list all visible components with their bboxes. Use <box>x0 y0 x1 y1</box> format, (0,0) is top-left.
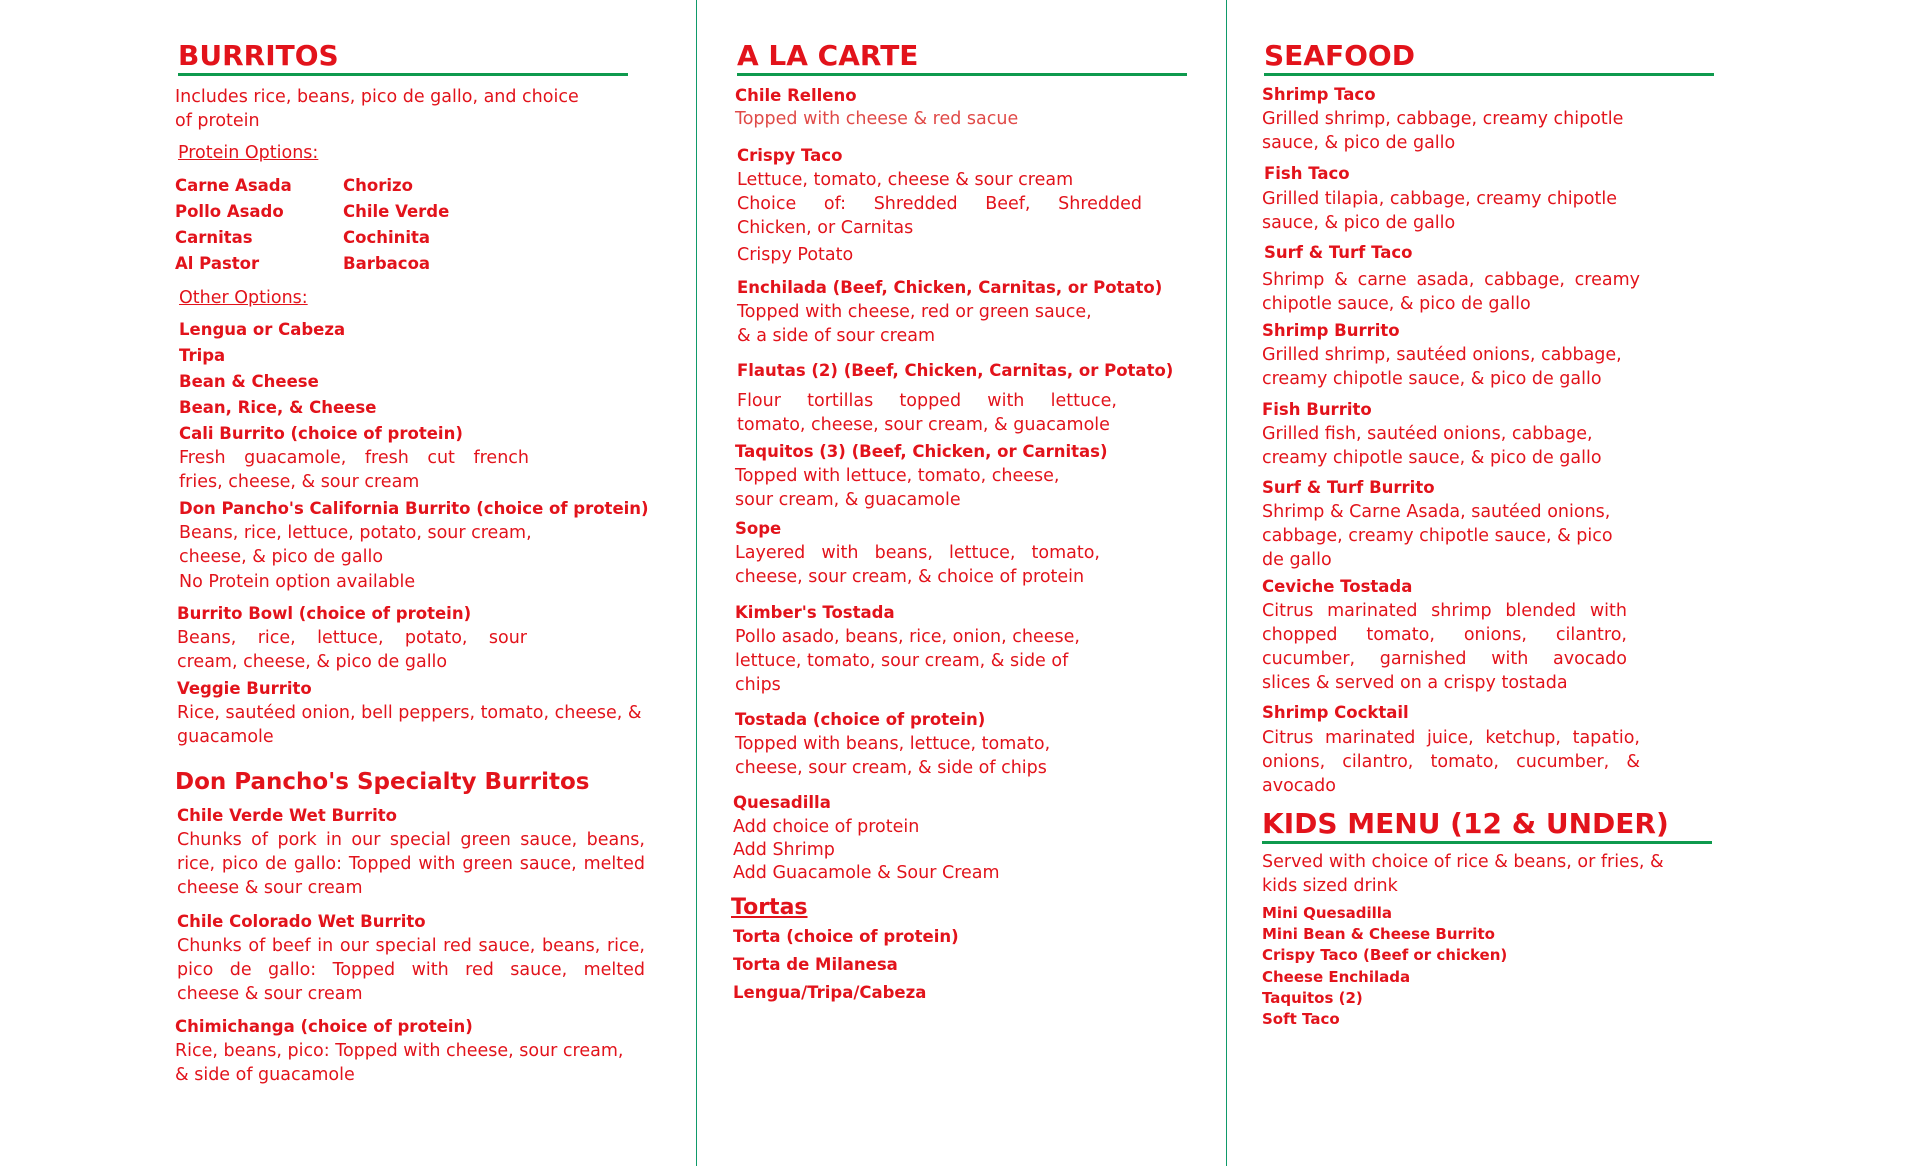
chile-colorado-wet-desc-3: cheese & sour cream <box>177 984 363 1004</box>
kimbers-tostada-desc-2: lettuce, tomato, sour cream, & side of <box>735 651 1069 671</box>
other-tripa: Tripa <box>179 346 226 365</box>
burrito-bowl-desc-1: Beans, rice, lettuce, potato, sour <box>177 628 527 648</box>
taquitos-desc-1: Topped with lettuce, tomato, cheese, <box>735 466 1060 486</box>
seafood-title: SEAFOOD <box>1264 39 1415 72</box>
chile-verde-wet-name: Chile Verde Wet Burrito <box>177 806 397 825</box>
shrimp-cocktail-desc-2: onions, cilantro, tomato, cucumber, & <box>1262 752 1640 772</box>
dp-california-desc-1: Beans, rice, lettuce, potato, sour cream, <box>179 523 532 543</box>
ceviche-tostada-name: Ceviche Tostada <box>1262 577 1413 596</box>
kids-menu-underline <box>1262 841 1712 844</box>
shrimp-taco-desc-1: Grilled shrimp, cabbage, creamy chipotle <box>1262 109 1624 129</box>
shrimp-burrito-desc-2: creamy chipotle sauce, & pico de gallo <box>1262 369 1602 389</box>
kids-cheese-enchilada: Cheese Enchilada <box>1262 968 1411 986</box>
shrimp-cocktail-desc-1: Citrus marinated juice, ketchup, tapatio, <box>1262 728 1640 748</box>
quesadilla-add-protein: Add choice of protein <box>733 817 920 837</box>
kids-taquitos: Taquitos (2) <box>1262 989 1363 1007</box>
chile-verde-wet-desc-3: cheese & sour cream <box>177 878 363 898</box>
protein-carnitas: Carnitas <box>175 228 253 247</box>
torta-milanesa: Torta de Milanesa <box>733 955 898 974</box>
enchilada-desc-1: Topped with cheese, red or green sauce, <box>737 302 1092 322</box>
quesadilla-add-shrimp: Add Shrimp <box>733 840 835 860</box>
divider-left <box>696 0 697 1166</box>
taquitos-desc-2: sour cream, & guacamole <box>735 490 961 510</box>
chile-verde-wet-desc-1: Chunks of pork in our special green sauce, beans, <box>177 830 645 850</box>
protein-options-heading: Protein Options: <box>178 143 319 163</box>
protein-chorizo: Chorizo <box>343 176 413 195</box>
crispy-taco-name: Crispy Taco <box>737 146 843 165</box>
specialty-title: Don Pancho's Specialty Burritos <box>175 769 590 795</box>
flautas-desc-2: tomato, cheese, sour cream, & guacamole <box>737 415 1110 435</box>
other-bean-cheese: Bean & Cheese <box>179 372 319 391</box>
chimichanga-desc-2: & side of guacamole <box>175 1065 355 1085</box>
torta-protein: Torta (choice of protein) <box>733 927 959 946</box>
shrimp-taco-desc-2: sauce, & pico de gallo <box>1262 133 1456 153</box>
kimbers-tostada-name: Kimber's Tostada <box>735 603 895 622</box>
chile-relleno-name: Chile Relleno <box>735 86 857 105</box>
kids-crispy-taco: Crispy Taco (Beef or chicken) <box>1262 946 1508 964</box>
chile-verde-wet-desc-2: rice, pico de gallo: Topped with green sauce, melted <box>177 854 645 874</box>
tortas-title: Tortas <box>731 895 808 920</box>
kids-mini-bean-cheese-burrito: Mini Bean & Cheese Burrito <box>1262 925 1495 943</box>
crispy-taco-desc-1: Lettuce, tomato, cheese & sour cream <box>737 170 1074 190</box>
sope-name: Sope <box>735 519 782 538</box>
kids-menu-title: KIDS MENU (12 & UNDER) <box>1262 807 1669 840</box>
fish-taco-desc-2: sauce, & pico de gallo <box>1262 213 1456 233</box>
fish-taco-name: Fish Taco <box>1264 164 1350 183</box>
other-options-heading: Other Options: <box>179 288 308 308</box>
cali-burrito-desc-1: Fresh guacamole, fresh cut french <box>179 448 529 468</box>
chile-colorado-wet-desc-2: pico de gallo: Topped with red sauce, melted <box>177 960 645 980</box>
fish-burrito-name: Fish Burrito <box>1262 400 1372 419</box>
surf-turf-taco-desc-1: Shrimp & carne asada, cabbage, creamy <box>1262 270 1640 290</box>
chimichanga-desc-1: Rice, beans, pico: Topped with cheese, sour cream, <box>175 1041 624 1061</box>
cali-burrito-desc-2: fries, cheese, & sour cream <box>179 472 420 492</box>
surf-turf-burrito-name: Surf & Turf Burrito <box>1262 478 1435 497</box>
other-lengua-cabeza: Lengua or Cabeza <box>179 320 346 339</box>
burrito-bowl-name: Burrito Bowl (choice of protein) <box>177 604 472 623</box>
divider-right <box>1226 0 1227 1166</box>
tostada-desc-2: cheese, sour cream, & side of chips <box>735 758 1047 778</box>
burritos-intro-1: Includes rice, beans, pico de gallo, and choice <box>175 87 579 107</box>
kids-mini-quesadilla: Mini Quesadilla <box>1262 904 1393 922</box>
shrimp-burrito-name: Shrimp Burrito <box>1262 321 1400 340</box>
veggie-burrito-desc-1: Rice, sautéed onion, bell peppers, tomato, cheese, & <box>177 703 642 723</box>
a-la-carte-title: A LA CARTE <box>737 39 919 72</box>
crispy-taco-desc-3: Chicken, or Carnitas <box>737 218 914 238</box>
ceviche-tostada-desc-4: slices & served on a crispy tostada <box>1262 673 1568 693</box>
shrimp-cocktail-desc-3: avocado <box>1262 776 1336 796</box>
tostada-name: Tostada (choice of protein) <box>735 710 986 729</box>
tostada-desc-1: Topped with beans, lettuce, tomato, <box>735 734 1051 754</box>
enchilada-name: Enchilada (Beef, Chicken, Carnitas, or Potato) <box>737 278 1163 297</box>
torta-lengua-tripa-cabeza: Lengua/Tripa/Cabeza <box>733 983 927 1002</box>
kimbers-tostada-desc-3: chips <box>735 675 781 695</box>
dp-california-desc-2: cheese, & pico de gallo <box>179 547 384 567</box>
chimichanga-name: Chimichanga (choice of protein) <box>175 1017 473 1036</box>
fish-burrito-desc-2: creamy chipotle sauce, & pico de gallo <box>1262 448 1602 468</box>
quesadilla-add-guac: Add Guacamole & Sour Cream <box>733 863 1000 883</box>
burritos-intro-2: of protein <box>175 111 260 131</box>
dp-california-name: Don Pancho's California Burrito (choice of protein) <box>179 499 649 518</box>
sope-desc-1: Layered with beans, lettuce, tomato, <box>735 543 1100 563</box>
quesadilla-name: Quesadilla <box>733 793 831 812</box>
burritos-title: BURRITOS <box>178 39 339 72</box>
surf-turf-burrito-desc-1: Shrimp & Carne Asada, sautéed onions, <box>1262 502 1611 522</box>
surf-turf-burrito-desc-3: de gallo <box>1262 550 1332 570</box>
a-la-carte-underline <box>737 73 1187 76</box>
fish-taco-desc-1: Grilled tilapia, cabbage, creamy chipotle <box>1262 189 1617 209</box>
chile-colorado-wet-name: Chile Colorado Wet Burrito <box>177 912 426 931</box>
protein-chile-verde: Chile Verde <box>343 202 450 221</box>
protein-barbacoa: Barbacoa <box>343 254 431 273</box>
ceviche-tostada-desc-1: Citrus marinated shrimp blended with <box>1262 601 1627 621</box>
surf-turf-taco-name: Surf & Turf Taco <box>1264 243 1413 262</box>
crispy-potato: Crispy Potato <box>737 245 854 265</box>
veggie-burrito-desc-2: guacamole <box>177 727 274 747</box>
surf-turf-taco-desc-2: chipotle sauce, & pico de gallo <box>1262 294 1531 314</box>
protein-pollo-asado: Pollo Asado <box>175 202 284 221</box>
ceviche-tostada-desc-3: cucumber, garnished with avocado <box>1262 649 1627 669</box>
kids-intro-1: Served with choice of rice & beans, or fries, & <box>1262 852 1664 872</box>
flautas-name: Flautas (2) (Beef, Chicken, Carnitas, or Potato) <box>737 361 1174 380</box>
sope-desc-2: cheese, sour cream, & choice of protein <box>735 567 1085 587</box>
dp-california-desc-3: No Protein option available <box>179 572 416 592</box>
flautas-desc-1: Flour tortillas topped with lettuce, <box>737 391 1117 411</box>
surf-turf-burrito-desc-2: cabbage, creamy chipotle sauce, & pico <box>1262 526 1613 546</box>
shrimp-cocktail-name: Shrimp Cocktail <box>1262 703 1409 722</box>
kids-intro-2: kids sized drink <box>1262 876 1398 896</box>
ceviche-tostada-desc-2: chopped tomato, onions, cilantro, <box>1262 625 1627 645</box>
burrito-bowl-desc-2: cream, cheese, & pico de gallo <box>177 652 448 672</box>
cali-burrito-name: Cali Burrito (choice of protein) <box>179 424 463 443</box>
shrimp-burrito-desc-1: Grilled shrimp, sautéed onions, cabbage, <box>1262 345 1622 365</box>
protein-cochinita: Cochinita <box>343 228 431 247</box>
burritos-underline <box>178 73 628 76</box>
shrimp-taco-name: Shrimp Taco <box>1262 85 1376 104</box>
fish-burrito-desc-1: Grilled fish, sautéed onions, cabbage, <box>1262 424 1593 444</box>
chile-colorado-wet-desc-1: Chunks of beef in our special red sauce, beans, rice, <box>177 936 645 956</box>
enchilada-desc-2: & a side of sour cream <box>737 326 935 346</box>
taquitos-name: Taquitos (3) (Beef, Chicken, or Carnitas) <box>735 442 1108 461</box>
protein-al-pastor: Al Pastor <box>175 254 260 273</box>
veggie-burrito-name: Veggie Burrito <box>177 679 312 698</box>
kids-soft-taco: Soft Taco <box>1262 1010 1340 1028</box>
seafood-underline <box>1264 73 1714 76</box>
crispy-taco-desc-2: Choice of: Shredded Beef, Shredded <box>737 194 1142 214</box>
protein-carne-asada: Carne Asada <box>175 176 292 195</box>
chile-relleno-desc: Topped with cheese & red sacue <box>735 109 1019 129</box>
other-bean-rice-cheese: Bean, Rice, & Cheese <box>179 398 377 417</box>
kimbers-tostada-desc-1: Pollo asado, beans, rice, onion, cheese, <box>735 627 1080 647</box>
